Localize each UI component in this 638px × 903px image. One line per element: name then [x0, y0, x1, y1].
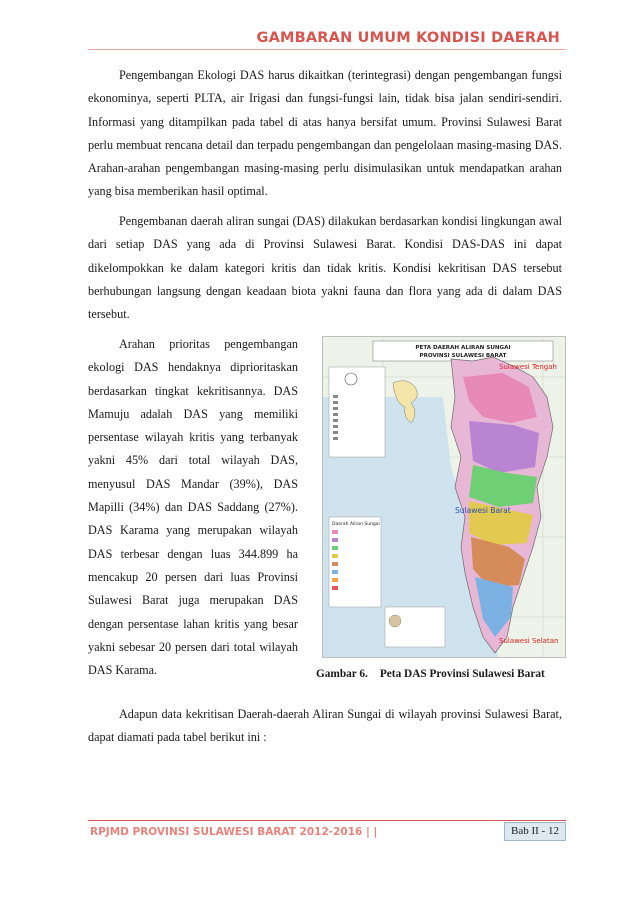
province-emblem-icon: [389, 615, 401, 627]
figure-caption-text: Peta DAS Provinsi Sulawesi Barat: [379, 668, 545, 680]
label-sulawesi-barat: Sulawesi Barat: [455, 506, 511, 515]
figure-caption: [316, 668, 576, 680]
footer-document-title: RPJMD PROVINSI SULAWESI BARAT 2012-2016 | |: [90, 826, 378, 838]
page-header-title: GAMBARAN UMUM KONDISI DAERAH: [256, 30, 560, 46]
map-title-line-2: PROVINSI SULAWESI BARAT: [419, 353, 507, 359]
das-map: [323, 337, 565, 657]
label-sulawesi-tengah: Sulawesi Tengah: [499, 363, 557, 371]
paragraph-pengembangan-das: Pengembanan daerah aliran sungai (DAS) dilakukan berdasarkan kondisi lingkungan awal dari setiap DAS yang ada di Provinsi Sulawesi Barat. Kondisi DAS-DAS ini dapat dikelompokkan ke dalam kategori kritis dan tidak kritis. Kondisi kekritisan DAS tersebut berhubungan langsung dengan keadaan biota yakni fauna dan flora yang ada di dalam DAS tersebut.: [88, 214, 562, 322]
figure-caption-number: Gambar 6.: [316, 668, 368, 680]
das-map-figure: [322, 336, 566, 658]
header-divider: [88, 49, 566, 50]
paragraph-arahan-prioritas: Arahan prioritas pengembangan ekologi DAS hendaknya diprioritaskan berdasarkan tingkat kekritisannya. DAS Mamuju adalah DAS yang memiliki persentase wilayah kritis yang terbanyak yakni 45% dari total wilayah DAS, menyusul DAS Mandar (39%), DAS Mapilli (34%) dan DAS Saddang (27%). DAS Karama yang merupakan wilayah DAS terbesar dengan luas 344.899 ha mencakup 20 persen dari luas Provinsi Sulawesi Barat juga merupakan DAS dengan persentase lahan kritis yang besar yakni sebesar 20 persen dari total wilayah DAS Karama.: [88, 337, 298, 678]
footer-page-number: Bab II - 12: [504, 822, 566, 841]
paragraph-tabel-intro: Adapun data kekritisan Daerah-daerah Aliran Sungai di wilayah provinsi Sulawesi Barat, dapat diamati pada tabel berikut ini :: [88, 707, 562, 745]
footer-divider: [88, 820, 566, 821]
das-legend-title: Daerah Aliran Sungai: [332, 522, 380, 527]
paragraph-ekologi-das: Pengembangan Ekologi DAS harus dikaitkan (terintegrasi) dengan pengembangan fungsi ekonominya, seperti PLTA, air Irigasi dan fungsi-fungsi lain, tidak bisa jalan sendiri-sendiri. Informasi yang ditampilkan pada tabel di atas hanya bersifat umum. Provinsi Sulawesi Barat perlu membuat rencana detail dan terpadu pengembangan dan pengelolaan masing-masing DAS. Arahan-arahan pengembangan masing-masing perlu disimulasikan untuk mendapatkan arahan yang bisa memberikan hasil optimal.: [88, 68, 562, 199]
map-title-line-1: PETA DAERAH ALIRAN SUNGAI: [415, 345, 511, 351]
label-sulawesi-selatan: Sulawesi Selatan: [499, 637, 559, 645]
